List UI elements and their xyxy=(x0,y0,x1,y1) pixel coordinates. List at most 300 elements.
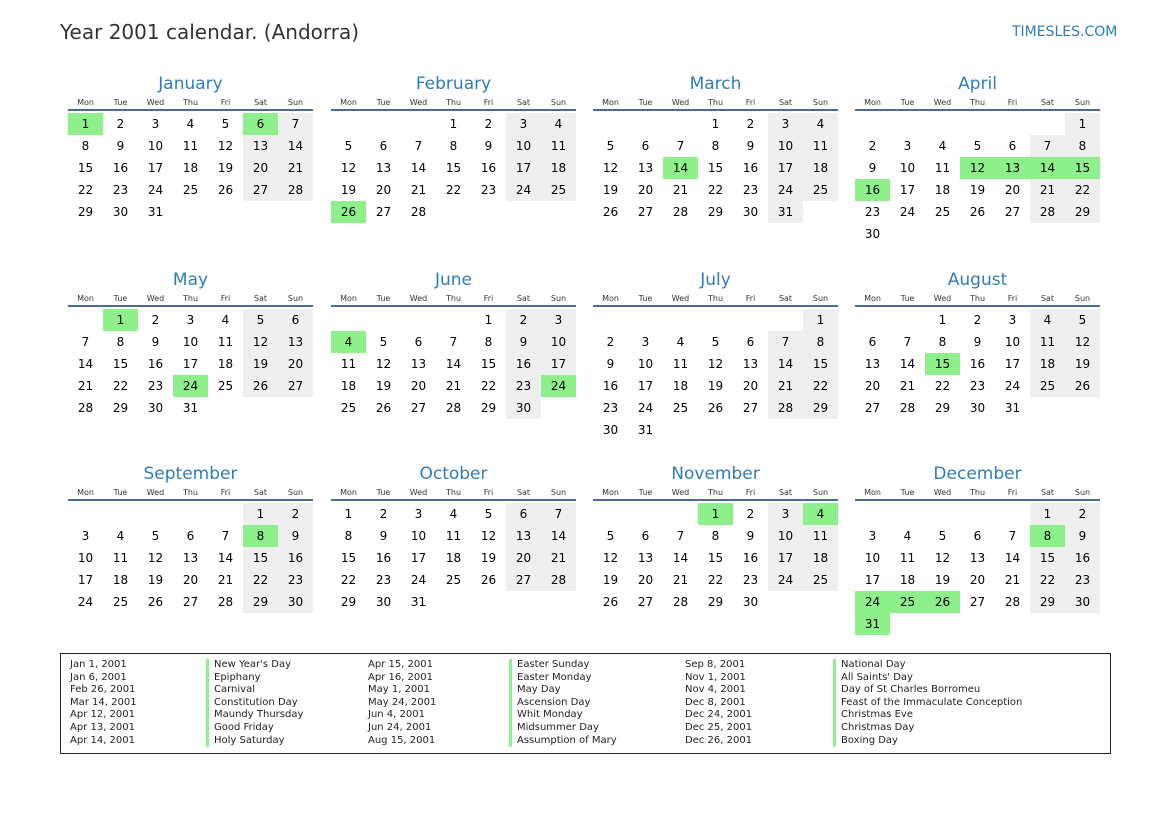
month-name: March xyxy=(689,74,742,94)
weekday-label: Sun xyxy=(812,98,829,107)
day-cell: 4 xyxy=(449,507,458,521)
day-cell: 19 xyxy=(243,353,278,375)
weekday-label: Wed xyxy=(409,98,428,107)
day-cell: 19 xyxy=(602,573,619,587)
day-cell: 5 xyxy=(151,529,160,543)
day-cell: 24 xyxy=(637,401,654,415)
day-cell: 28 xyxy=(410,205,427,219)
weekday-label: Sun xyxy=(550,488,567,497)
day-cell: 28 xyxy=(445,401,462,415)
weekday-label: Thu xyxy=(182,98,199,107)
day-cell: 6 xyxy=(868,335,877,349)
day-cell: 1 xyxy=(1030,503,1065,525)
day-cell: 25 xyxy=(934,205,951,219)
day-cell: 2 xyxy=(606,335,615,349)
weekday-label: Wed xyxy=(409,488,428,497)
weekday-header xyxy=(331,293,576,307)
holiday-name: Ascension Day xyxy=(509,697,617,710)
day-cell: 5 xyxy=(221,117,230,131)
weekday-label: Sat xyxy=(516,294,531,303)
day-cell: 22 xyxy=(803,375,838,397)
day-cell: 21 xyxy=(899,379,916,393)
month-name: January xyxy=(158,74,223,94)
day-cell: 23 xyxy=(969,379,986,393)
day-cell: 5 xyxy=(344,139,353,153)
holiday-date: Apr 12, 2001 xyxy=(70,709,136,721)
day-cell: 2 xyxy=(973,313,982,327)
day-cell: 3 xyxy=(1008,313,1017,327)
day-cell: 25 xyxy=(803,569,838,591)
weekday-label: Mon xyxy=(602,294,619,303)
weekday-label: Sun xyxy=(550,98,567,107)
weekday-label: Sun xyxy=(1074,98,1091,107)
holiday-date: Dec 24, 2001 xyxy=(685,709,753,721)
day-cell: 13 xyxy=(182,551,199,565)
holiday-date: Nov 4, 2001 xyxy=(685,684,746,696)
day-cell: 7 xyxy=(903,335,912,349)
day-cell: 18 xyxy=(340,379,357,393)
day-cell: 16 xyxy=(602,379,619,393)
weekday-label: Tue xyxy=(376,98,391,107)
weekday-label: Fri xyxy=(483,294,494,303)
weekday-label: Tue xyxy=(376,294,391,303)
day-cell: 18 xyxy=(672,379,689,393)
day-cell: 21 xyxy=(541,547,576,569)
month-october xyxy=(331,462,576,609)
day-cell: 28 xyxy=(1030,201,1065,223)
day-cell: 25 xyxy=(541,179,576,201)
day-cell: 25 xyxy=(217,379,234,393)
day-cell: 25 xyxy=(445,573,462,587)
day-cell: 2 xyxy=(1065,503,1100,525)
day-cell: 12 xyxy=(602,551,619,565)
day-cell: 11 xyxy=(899,551,916,565)
day-cell: 5 xyxy=(606,139,615,153)
day-cell: 20 xyxy=(969,573,986,587)
day-cell: 28 xyxy=(541,569,576,591)
weekday-label: Fri xyxy=(483,488,494,497)
day-cell: 10 xyxy=(147,139,164,153)
day-cell: 30 xyxy=(742,205,759,219)
day-cell: 11 xyxy=(445,529,462,543)
day-cell: 15 xyxy=(340,551,357,565)
weekday-label: Wed xyxy=(409,294,428,303)
day-cell: 2 xyxy=(278,503,313,525)
day-cell: 19 xyxy=(1065,353,1100,375)
day-cell: 22 xyxy=(1030,569,1065,591)
day-cell: 14 xyxy=(217,551,234,565)
day-cell: 24 xyxy=(410,573,427,587)
day-cell: 28 xyxy=(672,205,689,219)
weekday-label: Thu xyxy=(707,294,724,303)
day-cell: 17 xyxy=(768,547,803,569)
day-cell: 1 xyxy=(711,117,720,131)
day-cell: 19 xyxy=(969,183,986,197)
day-cell: 20 xyxy=(182,573,199,587)
day-cell: 18 xyxy=(217,357,234,371)
holiday-names-column xyxy=(833,659,1022,747)
day-cell: 17 xyxy=(410,551,427,565)
day-cell: 16 xyxy=(147,357,164,371)
day-cell: 12 xyxy=(1065,331,1100,353)
day-cell: 19 xyxy=(375,379,392,393)
weekday-header xyxy=(68,487,313,501)
month-name: June xyxy=(434,270,473,290)
day-cell: 21 xyxy=(410,183,427,197)
holiday-name: All Saints' Day xyxy=(833,672,1022,685)
weekday-label: Sat xyxy=(253,488,268,497)
day-cell: 26 xyxy=(147,595,164,609)
day-cell: 5 xyxy=(973,139,982,153)
holiday-name: National Day xyxy=(833,659,1022,672)
day-cell: 6 xyxy=(746,335,755,349)
day-cell: 12 xyxy=(480,529,497,543)
day-cell: 23 xyxy=(278,569,313,591)
month-january xyxy=(68,72,313,219)
holiday-dates-column xyxy=(70,659,137,747)
holiday-name: Carnival xyxy=(206,684,303,697)
holiday-name: Easter Monday xyxy=(509,672,617,685)
day-cell: 14 xyxy=(1004,551,1021,565)
day-cell: 30 xyxy=(375,595,392,609)
day-cell: 6 xyxy=(379,139,388,153)
day-cell: 8 xyxy=(116,335,125,349)
weekday-label: Mon xyxy=(864,98,881,107)
month-may xyxy=(68,268,313,415)
day-cell: 31 xyxy=(1004,401,1021,415)
day-cell: 9 xyxy=(606,357,615,371)
day-cell: 10 xyxy=(768,525,803,547)
weekday-label: Mon xyxy=(602,488,619,497)
day-cell: 31 xyxy=(410,595,427,609)
holiday-name: Assumption of Mary xyxy=(509,735,617,748)
day-cell: 4 xyxy=(186,117,195,131)
day-cell: 15 xyxy=(445,161,462,175)
day-cell: 1 xyxy=(698,503,733,525)
day-cell: 13 xyxy=(637,551,654,565)
day-cell: 14 xyxy=(410,161,427,175)
day-cell: 3 xyxy=(768,113,803,135)
weekday-label: Fri xyxy=(745,98,756,107)
day-cell: 13 xyxy=(742,357,759,371)
day-cell: 20 xyxy=(278,353,313,375)
day-cell: 3 xyxy=(151,117,160,131)
weekday-header xyxy=(331,487,576,501)
day-cell: 30 xyxy=(278,591,313,613)
holiday-list xyxy=(60,653,1111,754)
day-cell: 8 xyxy=(711,529,720,543)
day-cell: 5 xyxy=(379,335,388,349)
month-november xyxy=(593,462,838,609)
day-cell: 9 xyxy=(278,525,313,547)
day-cell: 22 xyxy=(1065,179,1100,201)
weekday-label: Fri xyxy=(220,294,231,303)
day-cell: 10 xyxy=(410,529,427,543)
day-cell: 21 xyxy=(1004,573,1021,587)
day-cell: 13 xyxy=(243,135,278,157)
weekday-label: Thu xyxy=(445,294,462,303)
day-cell: 21 xyxy=(768,375,803,397)
day-cell: 14 xyxy=(77,357,94,371)
day-cell: 11 xyxy=(934,161,951,175)
day-cell: 17 xyxy=(768,157,803,179)
weekday-label: Thu xyxy=(182,488,199,497)
day-cell: 9 xyxy=(484,139,493,153)
day-cell: 4 xyxy=(803,503,838,525)
day-cell: 31 xyxy=(768,201,803,223)
day-cell: 26 xyxy=(707,401,724,415)
day-cell: 27 xyxy=(637,205,654,219)
day-cell: 11 xyxy=(803,525,838,547)
weekday-header xyxy=(331,97,576,111)
day-cell: 12 xyxy=(602,161,619,175)
day-cell: 18 xyxy=(899,573,916,587)
weekday-label: Tue xyxy=(113,98,128,107)
holiday-name: Holy Saturday xyxy=(206,735,303,748)
day-cell: 24 xyxy=(77,595,94,609)
day-cell: 26 xyxy=(925,591,960,613)
day-cell: 30 xyxy=(506,397,541,419)
day-cell: 9 xyxy=(973,335,982,349)
day-cell: 19 xyxy=(602,183,619,197)
day-cell: 12 xyxy=(217,139,234,153)
day-cell: 17 xyxy=(541,353,576,375)
weekday-label: Thu xyxy=(445,98,462,107)
day-cell: 27 xyxy=(1004,205,1021,219)
day-cell: 24 xyxy=(1004,379,1021,393)
day-cell: 20 xyxy=(637,183,654,197)
day-cell: 11 xyxy=(1030,331,1065,353)
day-cell: 16 xyxy=(480,161,497,175)
weekday-label: Fri xyxy=(1007,294,1018,303)
day-cell: 26 xyxy=(217,183,234,197)
month-name: December xyxy=(933,464,1022,484)
day-cell: 24 xyxy=(506,179,541,201)
day-cell: 13 xyxy=(278,331,313,353)
holiday-names-column xyxy=(206,659,303,747)
day-cell: 3 xyxy=(541,309,576,331)
day-cell: 21 xyxy=(1030,179,1065,201)
day-cell: 27 xyxy=(506,569,541,591)
day-cell: 27 xyxy=(637,595,654,609)
day-cell: 12 xyxy=(147,551,164,565)
day-cell: 4 xyxy=(331,331,366,353)
holiday-date: Mar 14, 2001 xyxy=(70,696,137,708)
weekday-label: Sun xyxy=(812,488,829,497)
day-cell: 16 xyxy=(112,161,129,175)
day-cell: 29 xyxy=(480,401,497,415)
day-cell: 3 xyxy=(506,113,541,135)
day-cell: 30 xyxy=(742,595,759,609)
day-cell: 15 xyxy=(925,353,960,375)
weekday-label: Mon xyxy=(340,488,357,497)
weekday-header xyxy=(855,97,1100,111)
day-cell: 19 xyxy=(934,573,951,587)
holiday-names-column xyxy=(509,659,617,747)
month-name: September xyxy=(143,464,238,484)
holiday-date: Apr 14, 2001 xyxy=(70,734,136,746)
holiday-date: Apr 16, 2001 xyxy=(368,671,434,683)
day-cell: 3 xyxy=(903,139,912,153)
day-cell: 18 xyxy=(182,161,199,175)
day-cell: 23 xyxy=(602,401,619,415)
day-cell: 31 xyxy=(147,205,164,219)
day-cell: 6 xyxy=(278,309,313,331)
day-cell: 11 xyxy=(217,335,234,349)
day-cell: 1 xyxy=(68,113,103,135)
day-cell: 2 xyxy=(746,507,755,521)
weekday-label: Thu xyxy=(969,294,986,303)
holiday-date: Feb 26, 2001 xyxy=(70,684,136,696)
day-cell: 22 xyxy=(340,573,357,587)
day-cell: 19 xyxy=(217,161,234,175)
day-cell: 29 xyxy=(934,401,951,415)
day-cell: 6 xyxy=(641,139,650,153)
weekday-label: Mon xyxy=(77,98,94,107)
day-cell: 21 xyxy=(445,379,462,393)
holiday-date: Sep 8, 2001 xyxy=(685,659,746,670)
day-cell: 8 xyxy=(938,335,947,349)
day-cell: 2 xyxy=(116,117,125,131)
holiday-date: Nov 1, 2001 xyxy=(685,671,746,683)
weekday-header xyxy=(68,97,313,111)
day-cell: 9 xyxy=(379,529,388,543)
month-august xyxy=(855,268,1100,415)
day-cell: 20 xyxy=(864,379,881,393)
day-cell: 16 xyxy=(375,551,392,565)
weekday-label: Fri xyxy=(1007,488,1018,497)
day-cell: 8 xyxy=(344,529,353,543)
day-cell: 2 xyxy=(746,117,755,131)
day-cell: 15 xyxy=(803,353,838,375)
day-cell: 17 xyxy=(506,157,541,179)
day-cell: 10 xyxy=(541,331,576,353)
day-cell: 11 xyxy=(340,357,357,371)
weekday-header xyxy=(855,293,1100,307)
weekday-header xyxy=(593,97,838,111)
day-cell: 10 xyxy=(77,551,94,565)
day-cell: 23 xyxy=(147,379,164,393)
day-cell: 19 xyxy=(707,379,724,393)
day-cell: 17 xyxy=(864,573,881,587)
month-september xyxy=(68,462,313,609)
day-cell: 1 xyxy=(344,507,353,521)
weekday-label: Mon xyxy=(340,98,357,107)
day-cell: 24 xyxy=(899,205,916,219)
day-cell: 14 xyxy=(541,525,576,547)
weekday-label: Tue xyxy=(900,98,915,107)
day-cell: 6 xyxy=(243,113,278,135)
day-cell: 2 xyxy=(151,313,160,327)
weekday-label: Tue xyxy=(900,488,915,497)
day-cell: 9 xyxy=(151,335,160,349)
day-cell: 20 xyxy=(742,379,759,393)
day-cell: 22 xyxy=(243,569,278,591)
holiday-name: May Day xyxy=(509,684,617,697)
weekday-label: Wed xyxy=(146,98,165,107)
holiday-date: May 24, 2001 xyxy=(368,696,437,708)
day-cell: 30 xyxy=(147,401,164,415)
day-cell: 7 xyxy=(676,139,685,153)
day-cell: 14 xyxy=(1030,157,1065,179)
day-cell: 19 xyxy=(147,573,164,587)
day-cell: 3 xyxy=(414,507,423,521)
day-cell: 14 xyxy=(278,135,313,157)
day-cell: 10 xyxy=(506,135,541,157)
day-cell: 25 xyxy=(112,595,129,609)
day-cell: 11 xyxy=(672,357,689,371)
day-cell: 15 xyxy=(707,161,724,175)
page-title: Year 2001 calendar. (Andorra) xyxy=(60,20,360,44)
weekday-label: Sat xyxy=(516,488,531,497)
day-cell: 23 xyxy=(742,573,759,587)
day-cell: 17 xyxy=(77,573,94,587)
weekday-label: Fri xyxy=(220,98,231,107)
day-cell: 22 xyxy=(77,183,94,197)
holiday-name: Christmas Eve xyxy=(833,709,1022,722)
holiday-date: Apr 13, 2001 xyxy=(70,721,136,733)
day-cell: 30 xyxy=(602,423,619,437)
day-cell: 12 xyxy=(375,357,392,371)
day-cell: 7 xyxy=(1008,529,1017,543)
month-name: November xyxy=(671,464,760,484)
day-cell: 15 xyxy=(1030,547,1065,569)
holiday-date: Dec 25, 2001 xyxy=(685,721,753,733)
holiday-name: New Year's Day xyxy=(206,659,303,672)
day-cell: 11 xyxy=(182,139,199,153)
day-cell: 24 xyxy=(855,591,890,613)
day-cell: 7 xyxy=(768,331,803,353)
day-cell: 12 xyxy=(934,551,951,565)
day-cell: 7 xyxy=(541,503,576,525)
holiday-date: Jun 4, 2001 xyxy=(368,709,425,721)
day-cell: 26 xyxy=(331,201,366,223)
day-cell: 16 xyxy=(855,179,890,201)
day-cell: 28 xyxy=(217,595,234,609)
day-cell: 4 xyxy=(676,335,685,349)
day-cell: 13 xyxy=(506,525,541,547)
day-cell: 2 xyxy=(379,507,388,521)
weekday-label: Tue xyxy=(638,98,653,107)
weekday-label: Sun xyxy=(812,294,829,303)
weekday-label: Thu xyxy=(707,488,724,497)
holiday-date: Dec 26, 2001 xyxy=(685,734,753,746)
site-link[interactable]: TIMESLES.COM xyxy=(1012,24,1118,40)
day-cell: 8 xyxy=(243,525,278,547)
day-cell: 15 xyxy=(243,547,278,569)
holiday-name: Good Friday xyxy=(206,722,303,735)
weekday-label: Thu xyxy=(969,98,986,107)
day-cell: 6 xyxy=(414,335,423,349)
day-cell: 26 xyxy=(480,573,497,587)
weekday-label: Sun xyxy=(287,98,304,107)
day-cell: 11 xyxy=(112,551,129,565)
day-cell: 22 xyxy=(707,573,724,587)
month-name: May xyxy=(172,270,209,290)
weekday-label: Sat xyxy=(778,294,793,303)
day-cell: 10 xyxy=(637,357,654,371)
day-cell: 27 xyxy=(278,375,313,397)
holiday-dates-column xyxy=(368,659,436,747)
day-cell: 2 xyxy=(868,139,877,153)
day-cell: 24 xyxy=(173,375,208,397)
day-cell: 15 xyxy=(77,161,94,175)
day-cell: 23 xyxy=(1065,569,1100,591)
day-cell: 2 xyxy=(506,309,541,331)
day-cell: 29 xyxy=(77,205,94,219)
weekday-label: Tue xyxy=(638,488,653,497)
holiday-dates-column xyxy=(685,659,752,747)
